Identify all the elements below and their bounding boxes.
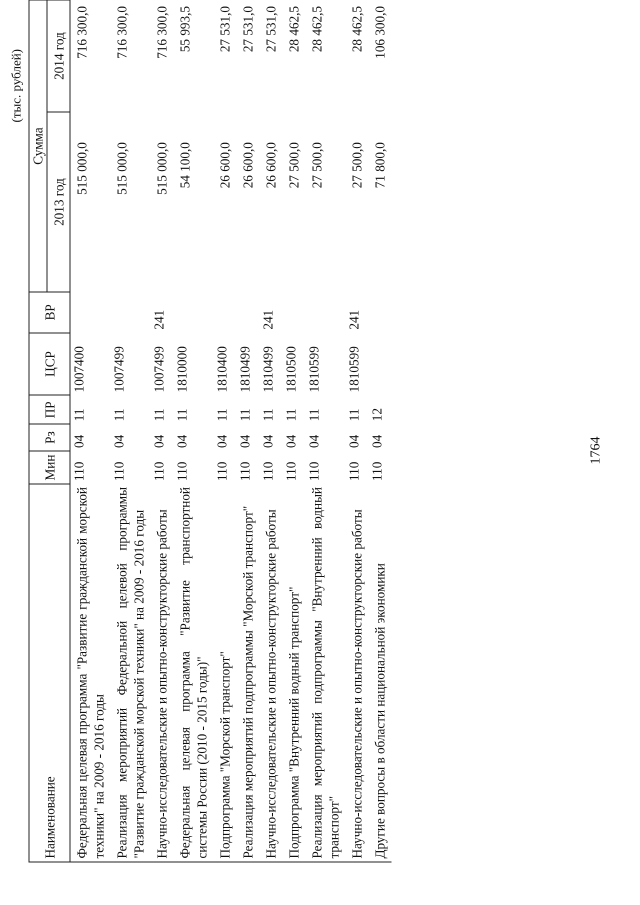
- budget-table: [29, 0, 392, 863]
- row-min: 110: [111, 461, 127, 481]
- table-row: [111, 0, 151, 862]
- header-pr: ПР: [29, 395, 70, 424]
- rotated-content: [1, 0, 640, 905]
- row-pr: 12: [369, 408, 385, 422]
- row-vr: [306, 292, 346, 333]
- header-vr: ВР: [29, 292, 70, 333]
- table-row: [214, 0, 237, 862]
- row-min: 110: [369, 461, 385, 481]
- row-pr: 11: [346, 408, 362, 422]
- row-vr: [174, 292, 214, 333]
- row-min: 110: [306, 461, 322, 481]
- row-name: Федеральная целевая программа "Развитие транспортной системы России (2010 - 2015 годы)": [174, 484, 214, 862]
- row-pr: 11: [174, 408, 190, 422]
- page-number: 1764: [588, 436, 604, 465]
- row-pr: 11: [260, 408, 276, 422]
- table-row: [151, 0, 174, 862]
- header-sum: Сумма: [29, 0, 47, 292]
- header-rz: Рз: [29, 424, 70, 451]
- row-sum-2014: 28 462,5: [286, 6, 302, 53]
- row-min: 110: [260, 461, 276, 481]
- row-sum-2013: 27 500,0: [349, 142, 365, 189]
- header-2014: 2014 год: [47, 0, 70, 112]
- row-min: 110: [283, 461, 299, 481]
- row-vr: 241: [346, 309, 362, 330]
- row-sum-2013: 26 600,0: [240, 142, 256, 189]
- row-min: 110: [151, 461, 167, 481]
- row-sum-2014: 716 300,0: [154, 6, 170, 59]
- row-csr: 1810500: [283, 346, 299, 393]
- table-row: [306, 0, 346, 862]
- header-2013: 2013 год: [47, 112, 70, 292]
- row-name: Федеральная целевая программа "Развитие гражданской морской техники" на 2009 - 2016 годы: [70, 484, 111, 862]
- row-min: 110: [71, 461, 87, 481]
- row-name: Другие вопросы в области национальной экономики: [369, 484, 392, 862]
- row-min: 110: [346, 461, 362, 481]
- row-name: Научно-исследовательские и опытно-конструкторские работы: [346, 484, 369, 862]
- row-csr: [369, 333, 392, 396]
- row-min: 110: [214, 461, 230, 481]
- row-rz: 04: [174, 434, 190, 449]
- row-vr: 241: [260, 309, 276, 330]
- row-sum-2013: 515 000,0: [74, 142, 90, 195]
- row-name: Подпрограмма "Внутренний водный транспорт": [283, 484, 306, 862]
- row-vr: 241: [151, 309, 167, 330]
- header-min: Мин: [29, 451, 70, 484]
- row-name: Подпрограмма "Морской транспорт": [214, 484, 237, 862]
- row-csr: 1810000: [174, 346, 190, 393]
- table-row: [174, 0, 214, 862]
- row-sum-2014: 55 993,5: [177, 6, 193, 53]
- row-sum-2013: 26 600,0: [217, 142, 233, 189]
- row-vr: [369, 292, 392, 333]
- table-row: [346, 0, 369, 862]
- table-row: [283, 0, 306, 862]
- row-rz: 04: [306, 434, 322, 449]
- row-sum-2014: 27 531,0: [217, 6, 233, 53]
- row-rz: 04: [71, 434, 87, 449]
- row-pr: 11: [306, 408, 322, 422]
- row-rz: 04: [346, 434, 362, 449]
- row-sum-2014: 106 300,0: [372, 6, 388, 59]
- table-row: [260, 0, 283, 862]
- row-sum-2013: 27 500,0: [309, 142, 325, 189]
- row-rz: 04: [283, 434, 299, 449]
- row-csr: 1810499: [237, 346, 253, 393]
- row-pr: 11: [283, 408, 299, 422]
- row-csr: 1810599: [346, 346, 362, 393]
- row-sum-2014: 28 462,5: [349, 6, 365, 53]
- row-sum-2013: 515 000,0: [114, 142, 130, 195]
- row-csr: 1007400: [71, 346, 87, 393]
- row-name: Реализация мероприятий Федеральной целевой программы "Развитие гражданской морской техники" на 2009 - 2016 годы: [111, 484, 151, 862]
- table-row: [369, 0, 392, 862]
- row-rz: 04: [369, 434, 385, 449]
- row-csr: 1810499: [260, 346, 276, 393]
- row-name: Научно-исследовательские и опытно-конструкторские работы: [260, 484, 283, 862]
- row-rz: 04: [151, 434, 167, 449]
- row-csr: 1810400: [214, 346, 230, 393]
- row-vr: [70, 292, 111, 333]
- row-vr: [237, 292, 260, 333]
- row-pr: 11: [237, 408, 253, 422]
- row-pr: 11: [111, 408, 127, 422]
- row-sum-2013: 27 500,0: [286, 142, 302, 189]
- row-sum-2013: 26 600,0: [263, 142, 279, 189]
- row-sum-2014: 716 300,0: [74, 6, 90, 59]
- row-sum-2013: 515 000,0: [154, 142, 170, 195]
- row-pr: 11: [151, 408, 167, 422]
- units-label: (тыс. рублей): [8, 48, 24, 123]
- row-vr: [283, 292, 306, 333]
- row-sum-2013: 54 100,0: [177, 142, 193, 189]
- header-name: Наименование: [29, 484, 70, 862]
- row-csr: 1007499: [111, 346, 127, 393]
- row-sum-2014: 716 300,0: [114, 6, 130, 59]
- row-rz: 04: [260, 434, 276, 449]
- row-vr: [111, 292, 151, 333]
- row-pr: 11: [71, 408, 87, 422]
- row-csr: 1007499: [151, 346, 167, 393]
- table-row: [70, 0, 111, 862]
- row-sum-2014: 28 462,5: [309, 6, 325, 53]
- table-body: [70, 0, 392, 862]
- row-csr: 1810599: [306, 346, 322, 393]
- row-sum-2014: 27 531,0: [263, 6, 279, 53]
- row-sum-2013: 71 800,0: [372, 142, 388, 189]
- row-name: Реализация мероприятий подпрограммы "Внутренний водный транспорт": [306, 484, 346, 862]
- row-min: 110: [174, 461, 190, 481]
- row-name: Научно-исследовательские и опытно-конструкторские работы: [151, 484, 174, 862]
- row-rz: 04: [237, 434, 253, 449]
- row-rz: 04: [214, 434, 230, 449]
- header-csr: ЦСР: [29, 333, 70, 396]
- table-row: [237, 0, 260, 862]
- row-vr: [214, 292, 237, 333]
- row-sum-2014: 27 531,0: [240, 6, 256, 53]
- row-pr: 11: [214, 408, 230, 422]
- row-name: Реализация мероприятий подпрограммы "Морской транспорт": [237, 484, 260, 862]
- row-rz: 04: [111, 434, 127, 449]
- row-min: 110: [237, 461, 253, 481]
